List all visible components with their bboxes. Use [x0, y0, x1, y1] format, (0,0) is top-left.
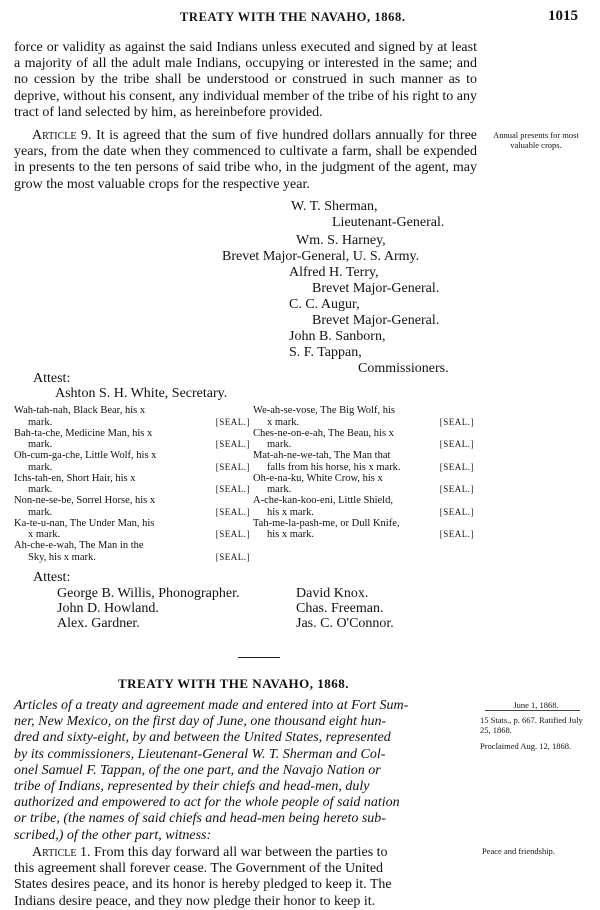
chief-entry: Ah-che-e-wah, The Man in the Sky, his x mark. [SEAL.] — [14, 540, 250, 563]
signatory-line: Brevet Major-General, U. S. Army. — [222, 249, 420, 264]
signatory-line: Commissioners. — [358, 361, 449, 376]
attest-label: Attest: — [33, 570, 71, 585]
page-number: 1015 — [548, 8, 578, 24]
chief-entry: Ches-ne-on-e-ah, The Beau, his x mark. [SEAL.] — [253, 427, 474, 451]
margin-note-date: June 1, 1868. — [513, 700, 559, 710]
seal-mark: [SEAL.] — [439, 506, 474, 517]
chief-entry: Oh-cum-ga-che, Little Wolf, his x mark. [SEAL.] — [14, 450, 250, 473]
article-1-paragraph: Article 1. From this day forward all war between the parties to this agreement shall forever cease. The Government of the United States desires peace, and its honor is hereby pledged to keep it. The Indians desire peace, and they now pledge their honor to keep it. — [14, 845, 392, 909]
seal-mark: [SEAL.] — [215, 484, 250, 495]
witness-name: Alex. Gardner. — [57, 616, 140, 631]
chief-entry: Oh-e-na-ku, White Crow, his x mark. [SEAL.] — [253, 472, 474, 496]
seal-mark: [SEAL.] — [215, 439, 250, 450]
signatory-line: John B. Sanborn, — [289, 329, 386, 344]
running-header: TREATY WITH THE NAVAHO, 1868. — [180, 10, 406, 24]
chief-entry: A-che-kan-koo-eni, Little Shield, his x mark. [SEAL.] — [253, 495, 474, 518]
article-9-label: Article 9. — [32, 128, 92, 143]
section-divider — [238, 657, 280, 658]
margin-note-stats: 15 Stats., p. 667. Ratified July 25, 1868. — [480, 715, 583, 735]
chief-entry: Ichs-tah-en, Short Hair, his x mark. [SEAL.] — [14, 472, 250, 496]
witness-name: David Knox. — [296, 586, 369, 601]
signatory-line: Brevet Major-General. — [312, 313, 440, 328]
continuation-paragraph: force or validity as against the said Indians unless executed and signed by at least a majority of all the adult male Indians, occupying or interested in the same; and no cession by the tribe shall be understood or construed in such manner as to deprive, without his consent, any individual member of the tribe of his right to any tract of land selected by him, as hereinbefore provided. — [14, 40, 477, 120]
signatory-line: S. F. Tappan, — [289, 345, 362, 360]
treaty-title: TREATY WITH THE NAVAHO, 1868. — [118, 676, 349, 691]
article-1-label: Article 1. — [32, 845, 91, 860]
signatory-line: W. T. Sherman, — [291, 199, 378, 214]
seal-mark: [SEAL.] — [215, 461, 250, 472]
chief-entry: We-ah-se-vose, The Big Wolf, his x mark. [SEAL.] — [253, 405, 474, 428]
treaty-preamble: Articles of a treaty and agreement made and entered into at Fort Sum- ner, New Mexico, on the first day of June, one thousand eight hun- dred and sixty-eight, by and between the United States, represented by its commissioners, Lieutenant-General W. T. Sherman and Col- onel Samuel F. Tappan, of the one part, and the Navajo Nation or tribe of Indians, represented by their chiefs and head-men, duly authorized and empowered to act for the whole people of said nation or tribe, (the names of said chiefs and head-men being hereto sub- scribed,) of the other part, witness: — [14, 698, 409, 843]
margin-rule — [485, 710, 580, 711]
seal-mark: [SEAL.] — [439, 439, 474, 450]
margin-note-proclaimed: Proclaimed Aug. 12, 1868. — [480, 741, 572, 751]
seal-mark: [SEAL.] — [215, 551, 250, 562]
signatory-line: C. C. Augur, — [289, 297, 360, 312]
margin-note-peace: Peace and friendship. — [482, 846, 555, 856]
seal-mark: [SEAL.] — [439, 529, 474, 540]
signatory-line: Lieutenant-General. — [332, 215, 445, 230]
signatory-line: Alfred H. Terry, — [289, 265, 379, 280]
witness-name: John D. Howland. — [57, 601, 159, 616]
seal-mark: [SEAL.] — [215, 529, 250, 540]
article-9-paragraph — [14, 128, 477, 193]
attest-label: Attest: — [33, 371, 71, 386]
chief-entry: Mat-ah-ne-we-tah, The Man that falls from his horse, his x mark. [SEAL.] — [253, 450, 474, 473]
seal-mark: [SEAL.] — [215, 416, 250, 427]
attest-secretary: Ashton S. H. White, Secretary. — [55, 386, 228, 401]
seal-mark: [SEAL.] — [439, 461, 474, 472]
witness-name: Chas. Freeman. — [296, 601, 384, 616]
seal-mark: [SEAL.] — [439, 484, 474, 495]
article-9-text: It is agreed that the sum of five hundred dollars annually for three years, from the date when they commenced to cultivate a farm, shall be expended in presents to the ten persons of said tribe who, in the judgment of the agent, may grow the most valuable crops for the respective year. — [14, 128, 477, 192]
signatory-line: Wm. S. Harney, — [296, 233, 386, 248]
witness-name: Jas. C. O'Connor. — [296, 616, 394, 631]
chief-entry: Ka-te-u-nan, The Under Man, his x mark. [SEAL.] — [14, 517, 250, 541]
chief-entry: Tah-me-la-pash-me, or Dull Knife, his x mark. [SEAL.] — [253, 517, 474, 541]
seal-mark: [SEAL.] — [439, 416, 474, 427]
chiefs-left-column — [14, 405, 250, 563]
chief-entry: Wah-tah-nah, Black Bear, his x mark. [SEAL.] — [14, 405, 250, 428]
chief-entry: Non-ne-se-be, Sorrel Horse, his x mark. [SEAL.] — [14, 495, 250, 518]
margin-note-article-9: Annual presents for most valuable crops. — [493, 130, 579, 150]
witness-name: George B. Willis, Phonographer. — [57, 586, 240, 601]
seal-mark: [SEAL.] — [215, 506, 250, 517]
signatory-line: Brevet Major-General. — [312, 281, 440, 296]
chief-entry: Bah-ta-che, Medicine Man, his x mark. [SEAL.] — [14, 427, 250, 451]
chiefs-right-column — [253, 405, 474, 540]
